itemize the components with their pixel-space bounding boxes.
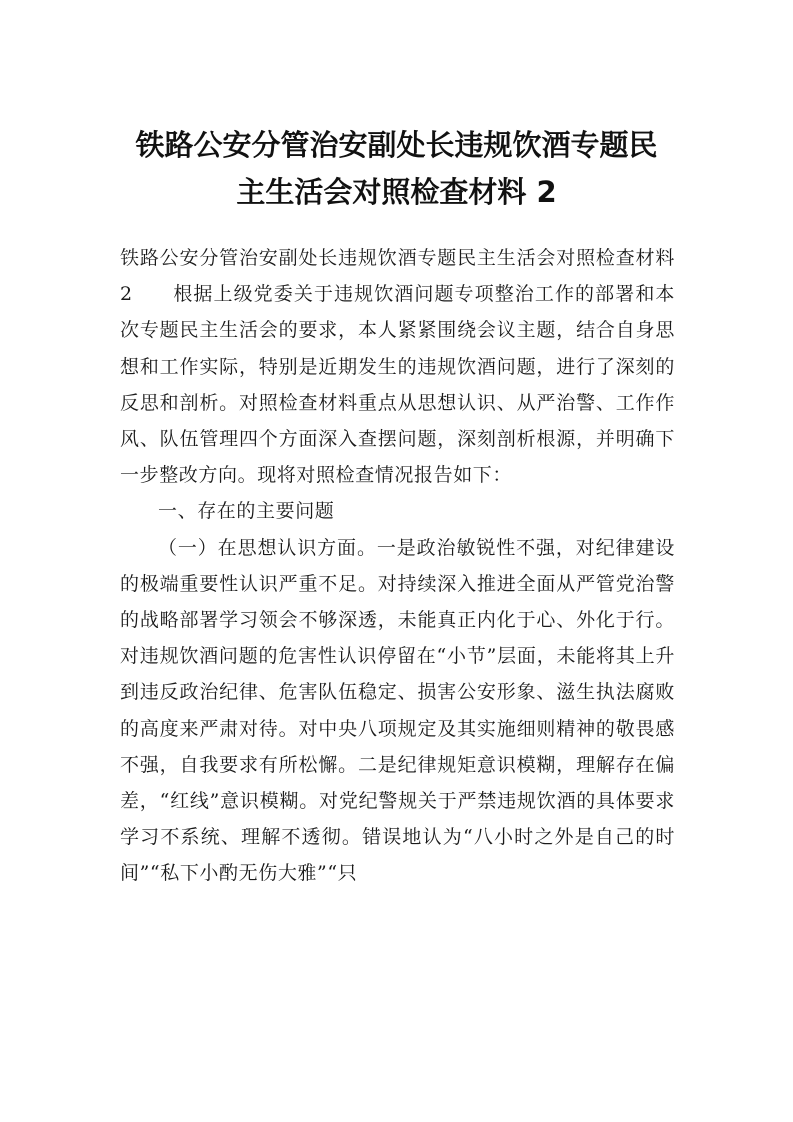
intro-paragraph: 铁路公安分管治安副处长违规饮酒专题民主生活会对照检查材料 2 根据上级党委关于违规饮酒问题专项整治工作的部署和本次专题民主生活会的要求，本人紧紧围绕会议主题，结合自身思想和工作实际，特别是近期发生的违规饮酒问题，进行了深刻的反思和剖析。对照检查材料重点从思想认识、从严治警、工作作风、队伍管理四个方面深入查摆问题，深刻剖析根源，并明确下一步整改方向。现将对照检查情况报告如下： [120, 247, 675, 487]
document-title-line-1: 铁路公安分管治安副处长违规饮酒专题民 [135, 128, 658, 162]
body-paragraph: （一）在思想认识方面。一是政治敏锐性不强，对纪律建设的极端重要性认识严重不足。对持续深入推进全面从严管党治警的战略部署学习领会不够深透，未能真正内化于心、外化于行。对违规饮酒问题的危害性认识停留在“小节”层面，未能将其上升到违反政治纪律、危害队伍稳定、损害公安形象、滋生执法腐败的高度来严肃对待。对中央八项规定及其实施细则精神的敬畏感不强，自我要求有所松懈。二是纪律规矩意识模糊，理解存在偏差，“红线”意识模糊。对党纪警规关于严禁违规饮酒的具体要求学习不系统、理解不透彻。错误地认为“八小时之外是自己的时间”“私下小酌无伤大雅”“只 [120, 536, 675, 885]
section-heading: 一、存在的主要问题 [158, 500, 335, 523]
document-title-line-2: 主生活会对照检查材料 2 [236, 175, 557, 209]
document-body [120, 240, 675, 892]
